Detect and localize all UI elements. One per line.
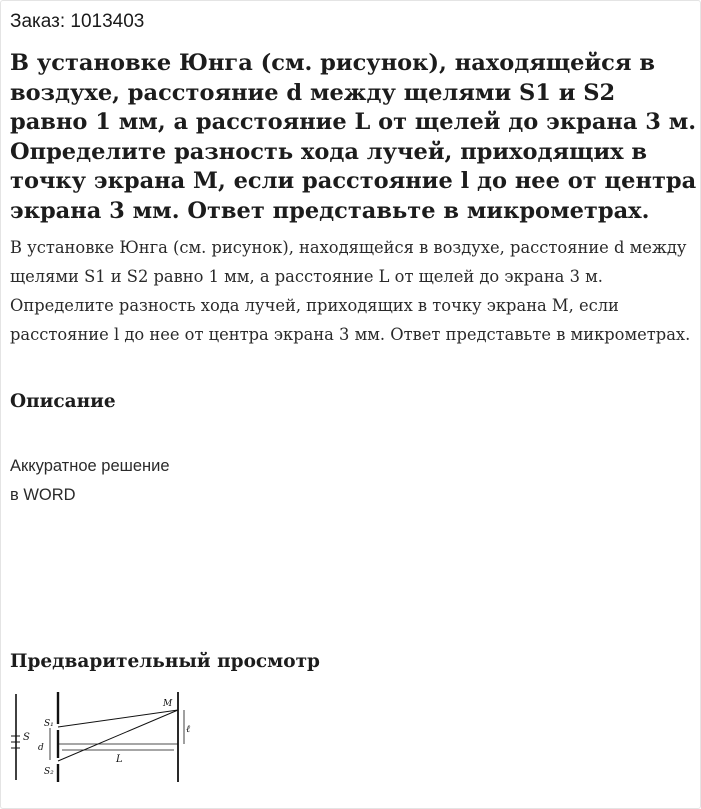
label-m: M — [163, 699, 173, 709]
description-text — [10, 452, 170, 510]
task-title: В установке Юнга (см. рисунок), находящейся в воздухе, расстояние d между щелями S1 и S2 равно 1 мм, а расстояние L от щелей до экрана 3 м. Определите разность хода лучей, приходящих в точку экрана М, если расстояние l до нее от центра экрана 3 мм. Ответ представьте в микрометрах. — [10, 50, 697, 224]
label-l-small: ℓ — [186, 724, 191, 735]
description-heading: Описание — [10, 391, 116, 412]
label-s1: S₁ — [44, 719, 54, 729]
label-d: d — [38, 743, 44, 753]
label-s2: S₂ — [44, 767, 54, 777]
preview-heading: Предварительный просмотр — [10, 651, 320, 672]
preview-image[interactable] — [8, 688, 208, 784]
description-line-2: в WORD — [10, 486, 76, 504]
order-number: Заказ: 1013403 — [10, 11, 145, 32]
label-s: S — [23, 732, 30, 743]
task-text: В установке Юнга (см. рисунок), находящейся в воздухе, расстояние d между щелями S1 и S2 равно 1 мм, а расстояние L от щелей до экрана 3 м. Определите разность хода лучей, приходящих в точку экрана М, если расстояние l до нее от центра экрана 3 мм. Ответ представьте в микрометрах. — [10, 238, 691, 344]
ray-s1-to-m — [58, 710, 178, 727]
description-line-1: Аккуратное решение — [10, 457, 170, 475]
label-big-l: L — [116, 754, 123, 765]
